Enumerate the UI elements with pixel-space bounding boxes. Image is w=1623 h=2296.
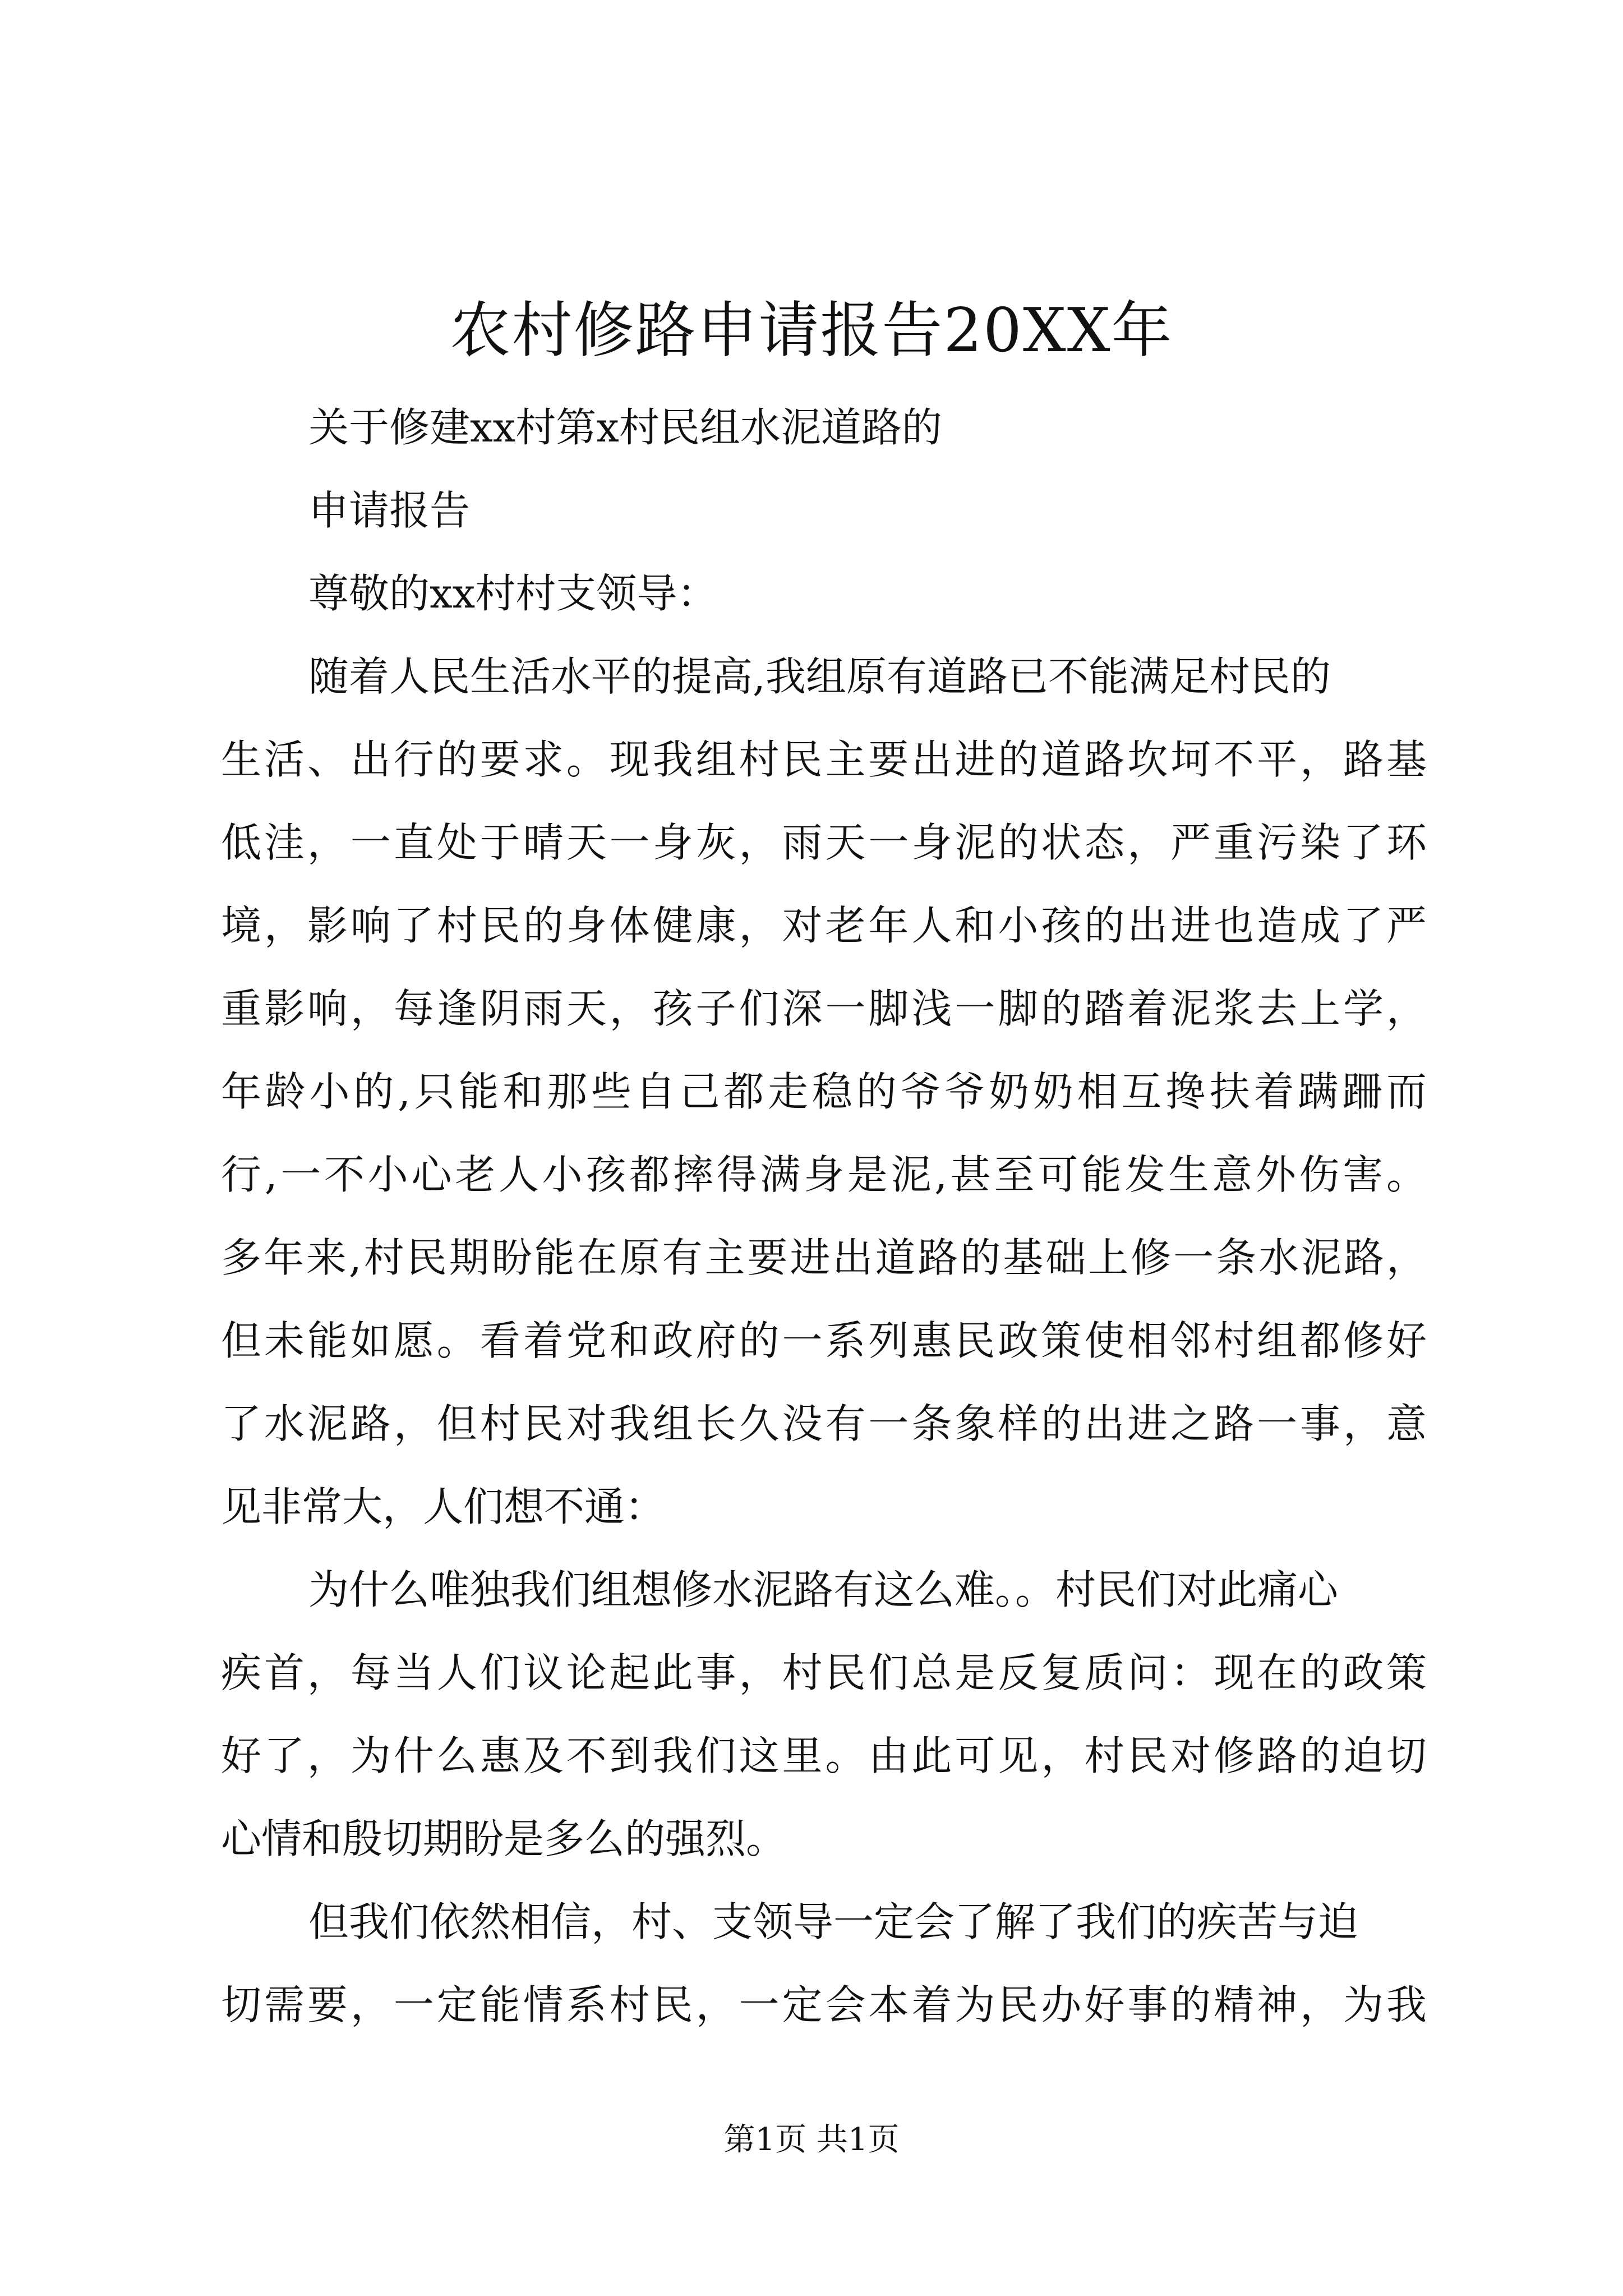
salutation: 尊敬的xx村村支领导： [308, 570, 718, 617]
paragraph-line: 重影响，每逢阴雨天，孩子们深一脚浅一脚的踏着泥浆去上学， [221, 985, 1427, 1032]
paragraph-line: 疾首，每当人们议论起此事，村民们总是反复质问：现在的政策 [221, 1649, 1427, 1696]
paragraph-line: 年龄小的,只能和那些自己都走稳的爷爷奶奶相互搀扶着蹒跚而 [221, 1068, 1427, 1115]
paragraph-line: 但我们依然相信，村、支领导一定会了解了我们的疾苦与迫 [308, 1898, 1359, 1945]
paragraph-line: 切需要，一定能情系村民，一定会本着为民办好事的精神，为我 [221, 1981, 1427, 2028]
paragraph-line: 为什么唯独我们组想修水泥路有这么难。。村民们对此痛心 [308, 1566, 1339, 1613]
paragraph-line: 多年来,村民期盼能在原有主要进出道路的基础上修一条水泥路， [221, 1234, 1427, 1281]
subject-line-2: 申请报告 [308, 487, 471, 534]
document-body [221, 386, 1427, 2046]
paragraph-line: 见非常大，人们想不通： [221, 1483, 666, 1530]
page-footer: 第1页 共1页 [723, 2122, 900, 2158]
paragraph-line: 随着人民生活水平的提高,我组原有道路已不能满足村民的 [308, 653, 1331, 700]
paragraph-3 [221, 1880, 1427, 2046]
subject-line-1: 关于修建xx村第x村民组水泥道路的 [308, 404, 942, 451]
paragraph-line: 心情和殷切期盼是多么的强烈。 [221, 1815, 787, 1862]
document-title: 农村修路申请报告20XX年 [450, 296, 1173, 366]
paragraph-1 [221, 635, 1427, 1548]
paragraph-line: 生活、出行的要求。现我组村民主要出进的道路坎坷不平，路基 [221, 736, 1427, 783]
paragraph-2 [221, 1548, 1427, 1880]
paragraph-line: 行,一不小心老人小孩都摔得满身是泥,甚至可能发生意外伤害。 [221, 1151, 1427, 1198]
paragraph-line: 但未能如愿。看着党和政府的一系列惠民政策使相邻村组都修好 [221, 1317, 1427, 1364]
paragraph-line: 了水泥路，但村民对我组长久没有一条象样的出进之路一事，意 [221, 1400, 1427, 1447]
paragraph-line: 低洼，一直处于晴天一身灰，雨天一身泥的状态，严重污染了环 [221, 819, 1427, 866]
paragraph-line: 境，影响了村民的身体健康，对老年人和小孩的出进也造成了严 [221, 902, 1427, 949]
paragraph-line: 好了，为什么惠及不到我们这里。由此可见，村民对修路的迫切 [221, 1732, 1427, 1779]
